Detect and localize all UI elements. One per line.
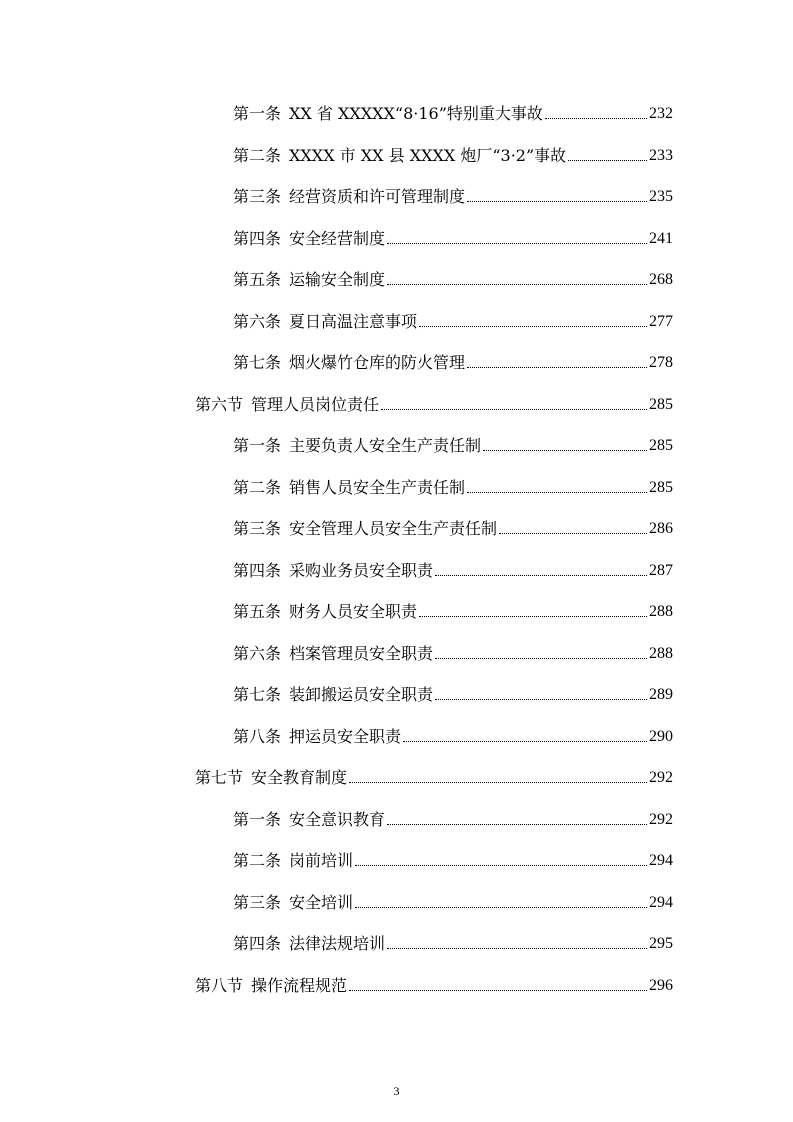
dot-leader — [355, 907, 647, 908]
dot-leader — [387, 948, 647, 949]
toc-entry[interactable] — [233, 634, 673, 664]
toc-entry-label: 第八条 — [233, 726, 282, 746]
toc-entry-label: 第六条 — [233, 311, 282, 331]
toc-entry[interactable] — [233, 924, 673, 954]
toc-entry-title: 经营资质和许可管理制度 — [289, 187, 466, 206]
dot-leader — [467, 492, 647, 493]
toc-entry[interactable] — [195, 385, 673, 415]
toc-entry-page: 295 — [649, 935, 673, 952]
toc-entry-title: 法律法规培训 — [289, 934, 386, 953]
toc-entry-label: 第一条 — [233, 436, 282, 455]
toc-entry[interactable] — [233, 343, 673, 373]
toc-entry-title: 档案管理员安全职责 — [289, 643, 434, 663]
toc-entry[interactable] — [233, 509, 673, 539]
toc-entry-label: 第三条 — [233, 892, 282, 912]
toc-entry-title: 安全意识教育 — [289, 809, 386, 829]
toc-entry[interactable] — [233, 841, 673, 871]
dot-leader — [381, 409, 647, 410]
toc-entry[interactable] — [233, 94, 673, 124]
toc-entry-title: 烟火爆竹仓库的防火管理 — [289, 353, 466, 372]
dot-leader — [467, 201, 647, 202]
toc-entry-title: 岗前培训 — [289, 851, 354, 870]
toc-entry-label: 第六节 — [195, 394, 244, 414]
toc-entry-title: 安全培训 — [289, 892, 354, 912]
toc-entry-page: 235 — [649, 188, 673, 205]
toc-entry[interactable] — [233, 219, 673, 249]
toc-entry[interactable] — [233, 136, 673, 166]
dot-leader — [435, 658, 647, 659]
dot-leader — [483, 450, 647, 451]
toc-entry[interactable] — [195, 966, 673, 996]
toc-entry-label: 第一条 — [233, 104, 282, 123]
toc-entry-title: 操作流程规范 — [251, 975, 348, 995]
dot-leader — [387, 284, 647, 285]
toc-entry-page: 285 — [649, 478, 673, 496]
dot-leader — [435, 699, 647, 700]
dot-leader — [467, 367, 647, 368]
toc-entry-page: 292 — [649, 810, 673, 828]
toc-entry-page: 233 — [649, 146, 673, 164]
page-number: 3 — [393, 1084, 400, 1098]
toc-entry[interactable] — [233, 302, 673, 332]
toc-entry-title: 主要负责人安全生产责任制 — [289, 436, 482, 455]
toc-entry-title: 押运员安全职责 — [289, 726, 402, 746]
dot-leader — [435, 575, 647, 576]
toc-entry[interactable] — [233, 551, 673, 581]
toc-entry-label: 第五条 — [233, 602, 282, 621]
toc-entry-label: 第七节 — [195, 768, 244, 787]
toc-entry[interactable] — [233, 177, 673, 207]
toc-entry-page: 292 — [649, 769, 673, 786]
toc-entry[interactable] — [233, 426, 673, 456]
toc-entry-page: 286 — [649, 520, 673, 537]
toc-entry-page: 232 — [649, 105, 673, 122]
dot-leader — [387, 243, 647, 244]
toc-entry-title: 安全教育制度 — [251, 768, 348, 787]
toc-entry-label: 第三条 — [233, 519, 282, 538]
dot-leader — [545, 118, 647, 119]
toc-entry-page: 294 — [649, 893, 673, 911]
dot-leader — [403, 741, 647, 742]
toc-entry-title: 安全经营制度 — [289, 228, 386, 248]
toc-entry-page: 278 — [649, 354, 673, 371]
toc-entry-page: 296 — [649, 976, 673, 994]
toc-entry-page: 285 — [649, 395, 673, 413]
toc-entry-page: 288 — [649, 603, 673, 620]
toc-entry-title: 装卸搬运员安全职责 — [289, 685, 434, 704]
toc-entry-label: 第七条 — [233, 685, 282, 704]
toc-entry-label: 第二条 — [233, 851, 282, 870]
toc-entry-page: 290 — [649, 727, 673, 745]
toc-entry-title: XXXX 市 XX 县 XXXX 炮厂“3·2”事故 — [289, 145, 567, 165]
toc-entry-page: 241 — [649, 229, 673, 247]
toc-entry-label: 第五条 — [233, 270, 282, 289]
toc-entry[interactable] — [233, 260, 673, 290]
dot-leader — [419, 616, 647, 617]
dot-leader — [387, 824, 647, 825]
toc-entry-title: 采购业务员安全职责 — [289, 560, 434, 580]
toc-entry[interactable] — [195, 758, 673, 788]
toc-entry-title: XX 省 XXXXX“8·16”特别重大事故 — [289, 104, 543, 123]
toc-entry-page: 288 — [649, 644, 673, 662]
dot-leader — [568, 160, 647, 161]
toc-entry-page: 268 — [649, 271, 673, 288]
dot-leader — [355, 865, 647, 866]
toc-entry-page: 277 — [649, 312, 673, 330]
toc-entry-label: 第四条 — [233, 228, 282, 248]
toc-entry-label: 第六条 — [233, 643, 282, 663]
toc-entry-label: 第八节 — [195, 975, 244, 995]
dot-leader — [499, 533, 647, 534]
toc-entry[interactable] — [233, 800, 673, 830]
toc-entry[interactable] — [233, 592, 673, 622]
toc-entry-title: 安全管理人员安全生产责任制 — [289, 519, 498, 538]
toc-entry-page: 287 — [649, 561, 673, 579]
toc-entry-label: 第七条 — [233, 353, 282, 372]
dot-leader — [419, 326, 647, 327]
toc-entry[interactable] — [233, 717, 673, 747]
toc-entry-label: 第三条 — [233, 187, 282, 206]
toc-entry-page: 294 — [649, 852, 673, 869]
toc-entry-title: 管理人员岗位责任 — [251, 394, 380, 414]
toc-entry-title: 财务人员安全职责 — [289, 602, 418, 621]
toc-entry-page: 285 — [649, 437, 673, 454]
toc-entry[interactable] — [233, 675, 673, 705]
dot-leader — [349, 782, 647, 783]
toc-entry-title: 运输安全制度 — [289, 270, 386, 289]
toc-entry-label: 第四条 — [233, 934, 282, 953]
toc-entry[interactable] — [233, 883, 673, 913]
toc-entry-label: 第二条 — [233, 477, 282, 497]
toc-entry[interactable] — [233, 468, 673, 498]
toc-entry-title: 销售人员安全生产责任制 — [289, 477, 466, 497]
toc-entry-page: 289 — [649, 686, 673, 703]
toc-entry-label: 第四条 — [233, 560, 282, 580]
toc-entry-label: 第二条 — [233, 145, 282, 165]
toc-entry-title: 夏日高温注意事项 — [289, 311, 418, 331]
toc-entry-label: 第一条 — [233, 809, 282, 829]
dot-leader — [349, 990, 647, 991]
